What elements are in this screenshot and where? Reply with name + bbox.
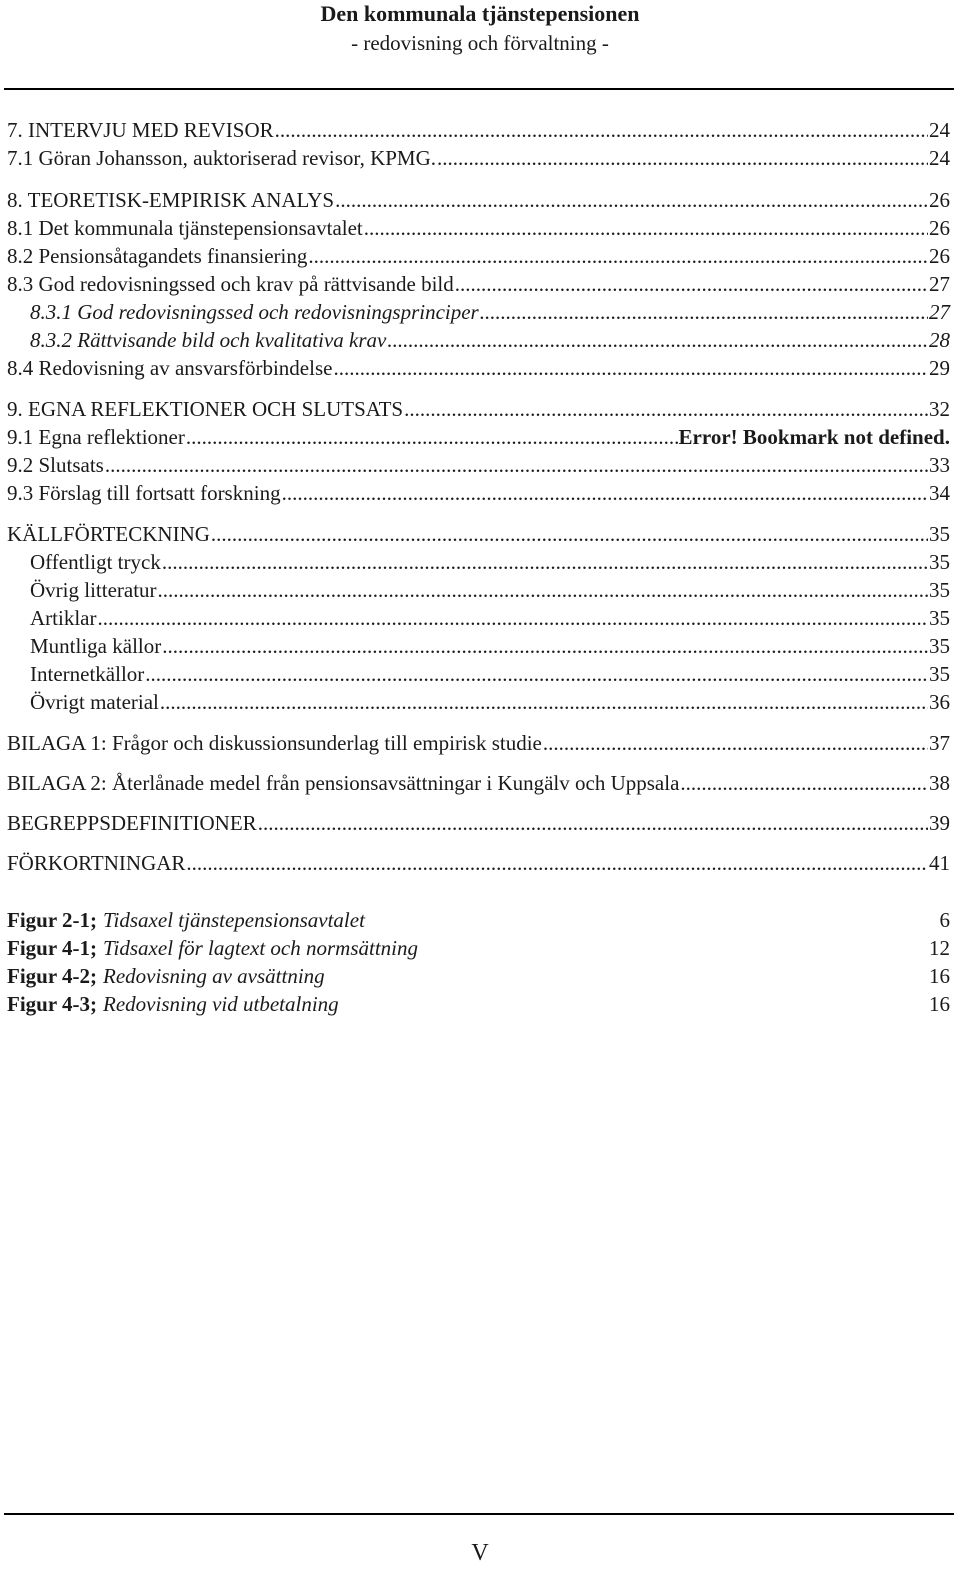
toc-entry-label: BEGREPPSDEFINITIONER	[7, 811, 257, 835]
toc-entry-label: 8.3 God redovisningssed och krav på rättvisande bild	[7, 272, 454, 296]
toc-entry-label: 9.2 Slutsats	[7, 453, 104, 477]
figure-entry[interactable]	[7, 962, 950, 990]
toc-entry-page: 41	[929, 851, 950, 875]
toc-leader-dots	[258, 809, 928, 837]
toc-leader-dots	[404, 395, 928, 423]
toc-entry-label: Offentligt tryck	[30, 550, 161, 574]
toc-entry[interactable]	[7, 270, 950, 298]
toc-entry[interactable]	[7, 729, 950, 757]
toc-leader-dots	[211, 520, 928, 548]
toc-entry-label: Övrigt material	[30, 690, 159, 714]
toc-entry-page: 29	[929, 356, 950, 380]
toc-entry[interactable]	[7, 548, 950, 576]
figure-label: Figur 2-1;	[7, 908, 98, 932]
toc-leader-dots	[455, 270, 928, 298]
toc-leader-dots	[387, 326, 928, 354]
toc-leader-dots	[145, 660, 928, 688]
toc-entry-label: 8.2 Pensionsåtagandets finansiering	[7, 244, 308, 268]
toc-entry-page: 36	[929, 690, 950, 714]
toc-entry-label: 8.4 Redovisning av ansvarsförbindelse	[7, 356, 333, 380]
toc-entry-label: BILAGA 1: Frågor och diskussionsunderlag till empirisk studie	[7, 731, 542, 755]
toc-leader-dots	[335, 186, 928, 214]
toc-entry-label: 9. EGNA REFLEKTIONER OCH SLUTSATS	[7, 397, 404, 421]
toc-leader-dots	[364, 214, 928, 242]
toc-entry-page: 33	[929, 453, 950, 477]
toc-entry-label: Muntliga källor	[30, 634, 162, 658]
figure-title: Tidsaxel tjänstepensionsavtalet	[103, 908, 365, 932]
toc-entry-page: 27	[929, 300, 950, 324]
toc-entry-label: 7. INTERVJU MED REVISOR	[7, 118, 274, 142]
toc-entry-page: 32	[929, 397, 950, 421]
toc-leader-dots	[105, 451, 928, 479]
toc-entry-label: 9.1 Egna reflektioner	[7, 425, 185, 449]
figure-label: Figur 4-3;	[7, 992, 98, 1016]
toc-leader-dots	[437, 144, 928, 172]
toc-entry[interactable]	[7, 186, 950, 214]
toc-leader-dots	[308, 242, 928, 270]
toc-entry[interactable]	[7, 809, 950, 837]
toc-leader-dots	[160, 688, 928, 716]
toc-entry[interactable]	[7, 632, 950, 660]
toc-entry-page: 26	[929, 188, 950, 212]
toc-entry[interactable]	[7, 242, 950, 270]
toc-entry[interactable]	[7, 214, 950, 242]
figure-entry[interactable]	[7, 906, 950, 934]
toc-leader-dots	[158, 576, 928, 604]
toc-entry[interactable]	[7, 479, 950, 507]
toc-entry[interactable]	[7, 116, 950, 144]
toc-leader-dots	[186, 423, 678, 451]
toc-entry-label: BILAGA 2: Återlånade medel från pensionsavsättningar i Kungälv och Uppsala	[7, 771, 680, 795]
toc-entry-page: 26	[929, 244, 950, 268]
figure-label: Figur 4-1;	[7, 936, 98, 960]
toc-entry-page: 35	[929, 550, 950, 574]
figure-title: Redovisning av avsättning	[103, 964, 325, 988]
toc-entry[interactable]	[7, 520, 950, 548]
toc-entry-page: 34	[929, 481, 950, 505]
toc-entry-label: 9.3 Förslag till fortsatt forskning	[7, 481, 281, 505]
toc-leader-dots	[186, 849, 928, 877]
toc-entry-label: Artiklar	[30, 606, 97, 630]
toc-entry[interactable]	[7, 298, 950, 326]
toc-leader-dots	[162, 548, 928, 576]
document-subtitle: - redovisning och förvaltning -	[351, 31, 609, 55]
toc-leader-dots	[97, 604, 928, 632]
toc-entry-label: 7.1 Göran Johansson, auktoriserad revisor, KPMG.	[7, 146, 437, 170]
figure-label: Figur 4-2;	[7, 964, 98, 988]
figure-title: Tidsaxel för lagtext och normsättning	[103, 936, 419, 960]
toc-entry-label: KÄLLFÖRTECKNING	[7, 522, 210, 546]
header-rule	[4, 88, 954, 90]
toc-leader-dots	[275, 116, 928, 144]
toc-leader-dots	[162, 632, 928, 660]
toc-entry-page: Error! Bookmark not defined.	[678, 425, 950, 449]
toc-entry[interactable]	[7, 423, 950, 451]
toc-entry[interactable]	[7, 769, 950, 797]
toc-entry-label: FÖRKORTNINGAR	[7, 851, 186, 875]
toc-entry[interactable]	[7, 660, 950, 688]
toc-leader-dots	[680, 769, 928, 797]
toc-entry-label: 8. TEORETISK-EMPIRISK ANALYS	[7, 188, 335, 212]
figure-page: 16	[929, 964, 950, 988]
toc-entry-page: 27	[929, 272, 950, 296]
toc-entry-page: 24	[929, 118, 950, 142]
toc-entry-label: Internetkällor	[30, 662, 145, 686]
toc-entry-page: 38	[929, 771, 950, 795]
toc-entry-label: 8.3.2 Rättvisande bild och kvalitativa krav	[30, 328, 387, 352]
figure-page: 12	[929, 936, 950, 960]
toc-entry[interactable]	[7, 395, 950, 423]
toc-leader-dots	[543, 729, 928, 757]
toc-entry[interactable]	[7, 144, 950, 172]
toc-entry-page: 35	[929, 578, 950, 602]
toc-entry-page: 35	[929, 662, 950, 686]
document-title: Den kommunala tjänstepensionen	[320, 1, 640, 26]
toc-entry-page: 26	[929, 216, 950, 240]
figure-page: 6	[939, 908, 950, 932]
toc-entry-page: 35	[929, 606, 950, 630]
toc-leader-dots	[282, 479, 928, 507]
page-header	[0, 0, 960, 58]
toc-entry-label: Övrig litteratur	[30, 578, 157, 602]
figure-entry[interactable]	[7, 934, 950, 962]
toc-leader-dots	[480, 298, 928, 326]
toc-entry[interactable]	[7, 604, 950, 632]
toc-entry[interactable]	[7, 849, 950, 877]
toc-entry-page: 35	[929, 634, 950, 658]
toc-entry-page: 28	[929, 328, 950, 352]
toc-entry[interactable]	[7, 326, 950, 354]
toc-entry[interactable]	[7, 576, 950, 604]
toc-entry[interactable]	[7, 451, 950, 479]
figure-page: 16	[929, 992, 950, 1016]
figure-entry[interactable]	[7, 990, 950, 1018]
toc-entry[interactable]	[7, 354, 950, 382]
toc-entry-label: 8.1 Det kommunala tjänstepensionsavtalet	[7, 216, 363, 240]
toc-entry[interactable]	[7, 688, 950, 716]
toc-entry-page: 37	[929, 731, 950, 755]
toc-entry-label: 8.3.1 God redovisningssed och redovisningsprinciper	[30, 300, 479, 324]
toc-entry-page: 24	[929, 146, 950, 170]
page-number: V	[471, 1540, 489, 1566]
footer-rule	[4, 1513, 954, 1515]
figure-title: Redovisning vid utbetalning	[103, 992, 339, 1016]
toc-entry-page: 35	[929, 522, 950, 546]
toc-leader-dots	[333, 354, 928, 382]
toc-entry-page: 39	[929, 811, 950, 835]
